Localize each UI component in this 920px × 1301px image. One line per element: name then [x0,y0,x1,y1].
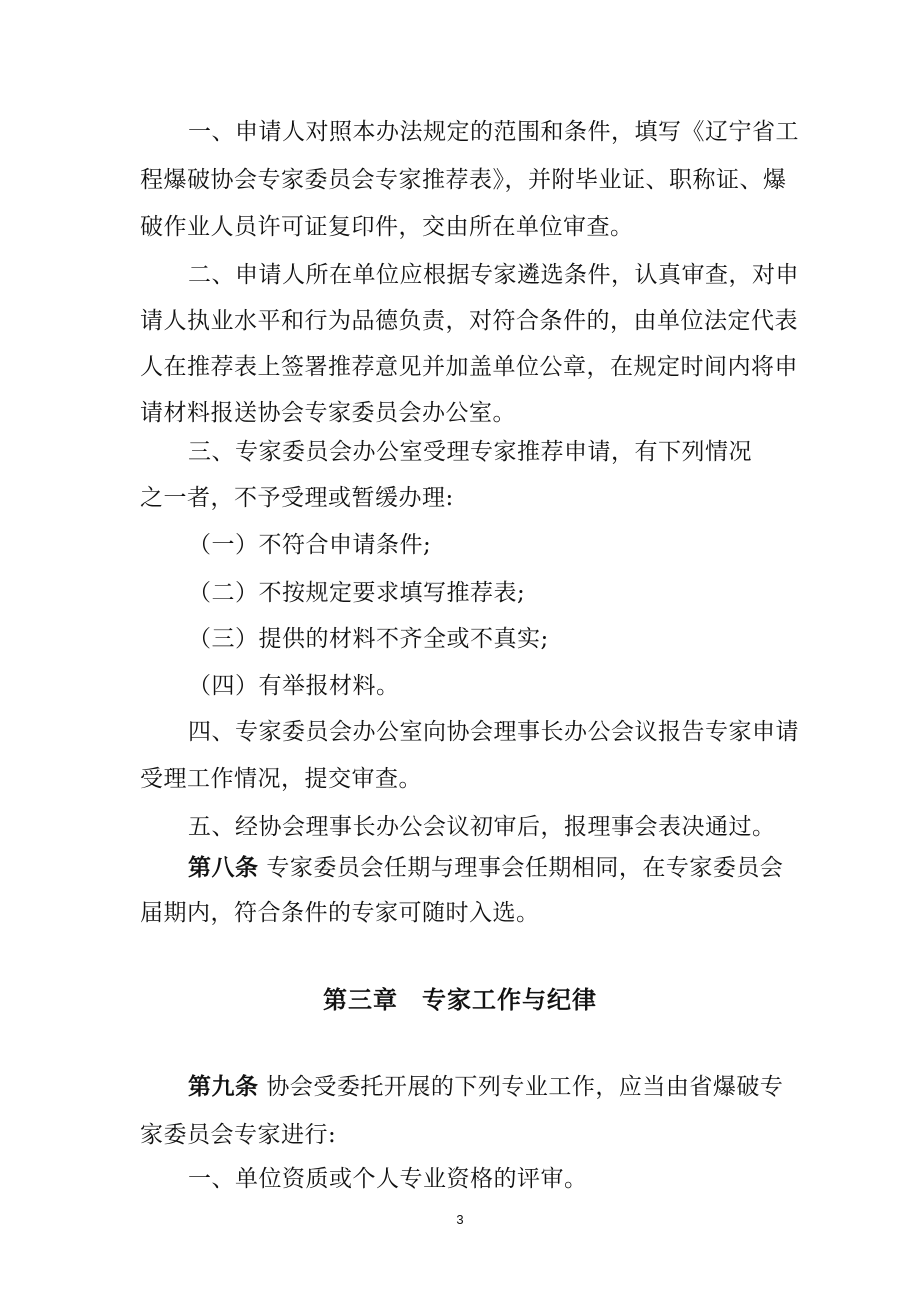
paragraph-line: 请人执业水平和行为品德负责，对符合条件的，由单位法定代表 [140,308,798,334]
paragraph-line: 人在推荐表上签署推荐意见并加盖单位公章，在规定时间内将申 [140,354,798,380]
paragraph-line: 请材料报送协会专家委员会办公室。 [140,400,516,426]
article-8-line-1 [188,853,783,883]
list-item: （二）不按规定要求填写推荐表; [188,580,526,606]
article-8-line-2: 届期内，符合条件的专家可随时入选。 [140,900,540,926]
article-8-text: 专家委员会任期与理事会任期相同，在专家委员会 [266,855,784,881]
chapter-number: 第三章 [323,986,398,1014]
paragraph-line: 破作业人员许可证复印件，交由所在单位审查。 [140,214,634,240]
paragraph-line: 受理工作情况，提交审查。 [140,766,422,792]
article-9-line-3: 一、单位资质或个人专业资格的评审。 [188,1166,588,1192]
chapter-heading [0,985,920,1015]
article-8-label: 第八条 [188,855,259,881]
paragraph-line: 之一者，不予受理或暂缓办理: [140,485,454,511]
paragraph-line: 三、专家委员会办公室受理专家推荐申请，有下列情况 [188,439,752,465]
paragraph-line: 程爆破协会专家委员会专家推荐表》，并附毕业证、职称证、爆 [140,167,787,193]
article-9-label: 第九条 [188,1074,259,1100]
chapter-title: 专家工作与纪律 [422,986,597,1014]
paragraph-line: 一、申请人对照本办法规定的范围和条件，填写《辽宁省工 [188,119,799,145]
paragraph-line: 二、申请人所在单位应根据专家遴选条件，认真审查，对申 [188,262,799,288]
list-item: （一）不符合申请条件; [188,532,432,558]
paragraph-line: 五、经协会理事长办公会议初审后，报理事会表决通过。 [188,814,776,840]
article-9-text: 协会受委托开展的下列专业工作，应当由省爆破专 [266,1074,784,1100]
list-item: （四）有举报材料。 [188,673,400,699]
paragraph-line: 四、专家委员会办公室向协会理事长办公会议报告专家申请 [188,719,799,745]
article-9-line-1 [188,1072,783,1102]
article-9-line-2: 家委员会专家进行: [140,1122,337,1148]
list-item: （三）提供的材料不齐全或不真实; [188,626,549,652]
page-number: 3 [456,1212,464,1227]
